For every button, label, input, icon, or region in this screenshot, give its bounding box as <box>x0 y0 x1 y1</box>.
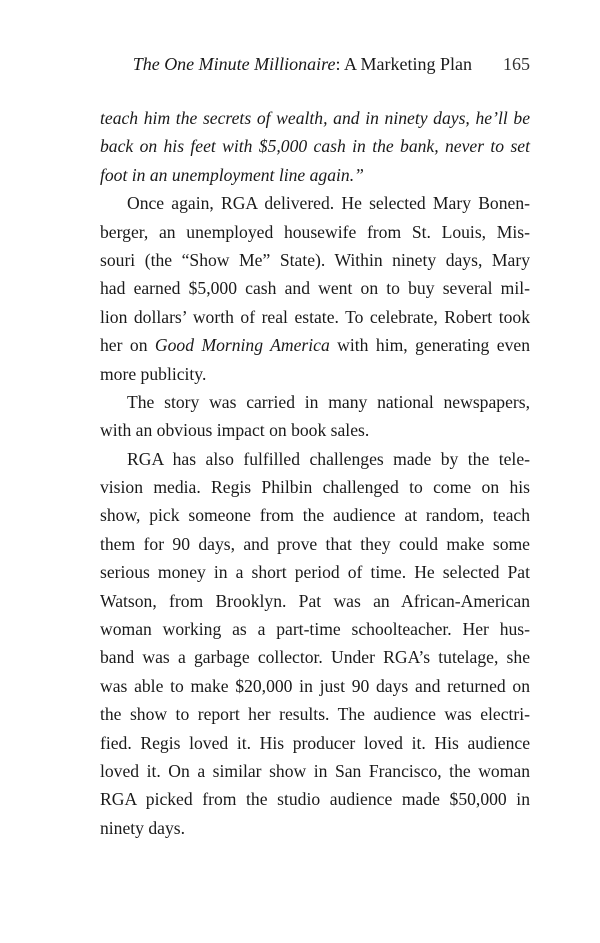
text-line: foot in an unemployment line again.” <box>100 164 364 185</box>
text-line: teach him the secrets of wealth, and in ninety days, he’ll be <box>100 108 530 128</box>
text-line: lion dollars’ worth of real estate. To celebrate, Robert took <box>100 306 530 327</box>
text-line: more publicity. <box>100 363 207 384</box>
text-line: loved it. On a similar show in San Francisco, the woman <box>100 760 530 781</box>
text-span: with him, generating even <box>329 335 530 356</box>
running-title <box>133 54 472 75</box>
text-line: berger, an unemployed housewife from St. Louis, Mis- <box>100 221 530 242</box>
text-line: serious money in a short period of time. He selected Pat <box>100 562 530 583</box>
text-line: with an obvious impact on book sales. <box>100 420 370 441</box>
text-line: The story was carried in many national newspapers, <box>127 391 530 412</box>
page-number: 165 <box>503 54 530 74</box>
page-body <box>100 104 530 842</box>
text-line: show, pick someone from the audience at random, teach <box>100 505 530 526</box>
chapter-title: : A Marketing Plan <box>335 54 472 74</box>
text-line: ninety days. <box>100 817 186 838</box>
text-line: was able to make $20,000 in just 90 days and returned on <box>100 675 530 696</box>
text-line: souri (the “Show Me” State). Within ninety days, Mary <box>100 249 530 270</box>
text-line: Watson, from Brooklyn. Pat was an African-American <box>100 590 530 611</box>
text-line: the show to report her results. The audience was electri- <box>100 704 530 725</box>
text-line: band was a garbage collector. Under RGA’s tutelage, she <box>100 647 530 668</box>
text-line: RGA has also fulfilled challenges made by the tele- <box>127 448 530 469</box>
text-line: woman working as a part-time schoolteacher. Her hus- <box>100 619 530 640</box>
text-line: them for 90 days, and prove that they could make some <box>100 533 530 554</box>
text-line: had earned $5,000 cash and went on to buy several mil- <box>100 278 530 299</box>
text-line: RGA picked from the studio audience made $50,000 in <box>100 789 530 810</box>
text-line: vision media. Regis Philbin challenged to come on his <box>100 477 530 498</box>
text-line: back on his feet with $5,000 cash in the bank, never to set <box>100 136 530 157</box>
show-title: Good Morning America <box>154 335 330 356</box>
text-span: her on <box>100 335 155 356</box>
running-header <box>100 54 530 82</box>
text-line: fied. Regis loved it. His producer loved it. His audience <box>100 732 530 753</box>
text-line: Once again, RGA delivered. He selected Mary Bonen- <box>127 193 530 214</box>
book-title: The One Minute Millionaire <box>132 54 336 74</box>
text-line <box>100 331 530 359</box>
